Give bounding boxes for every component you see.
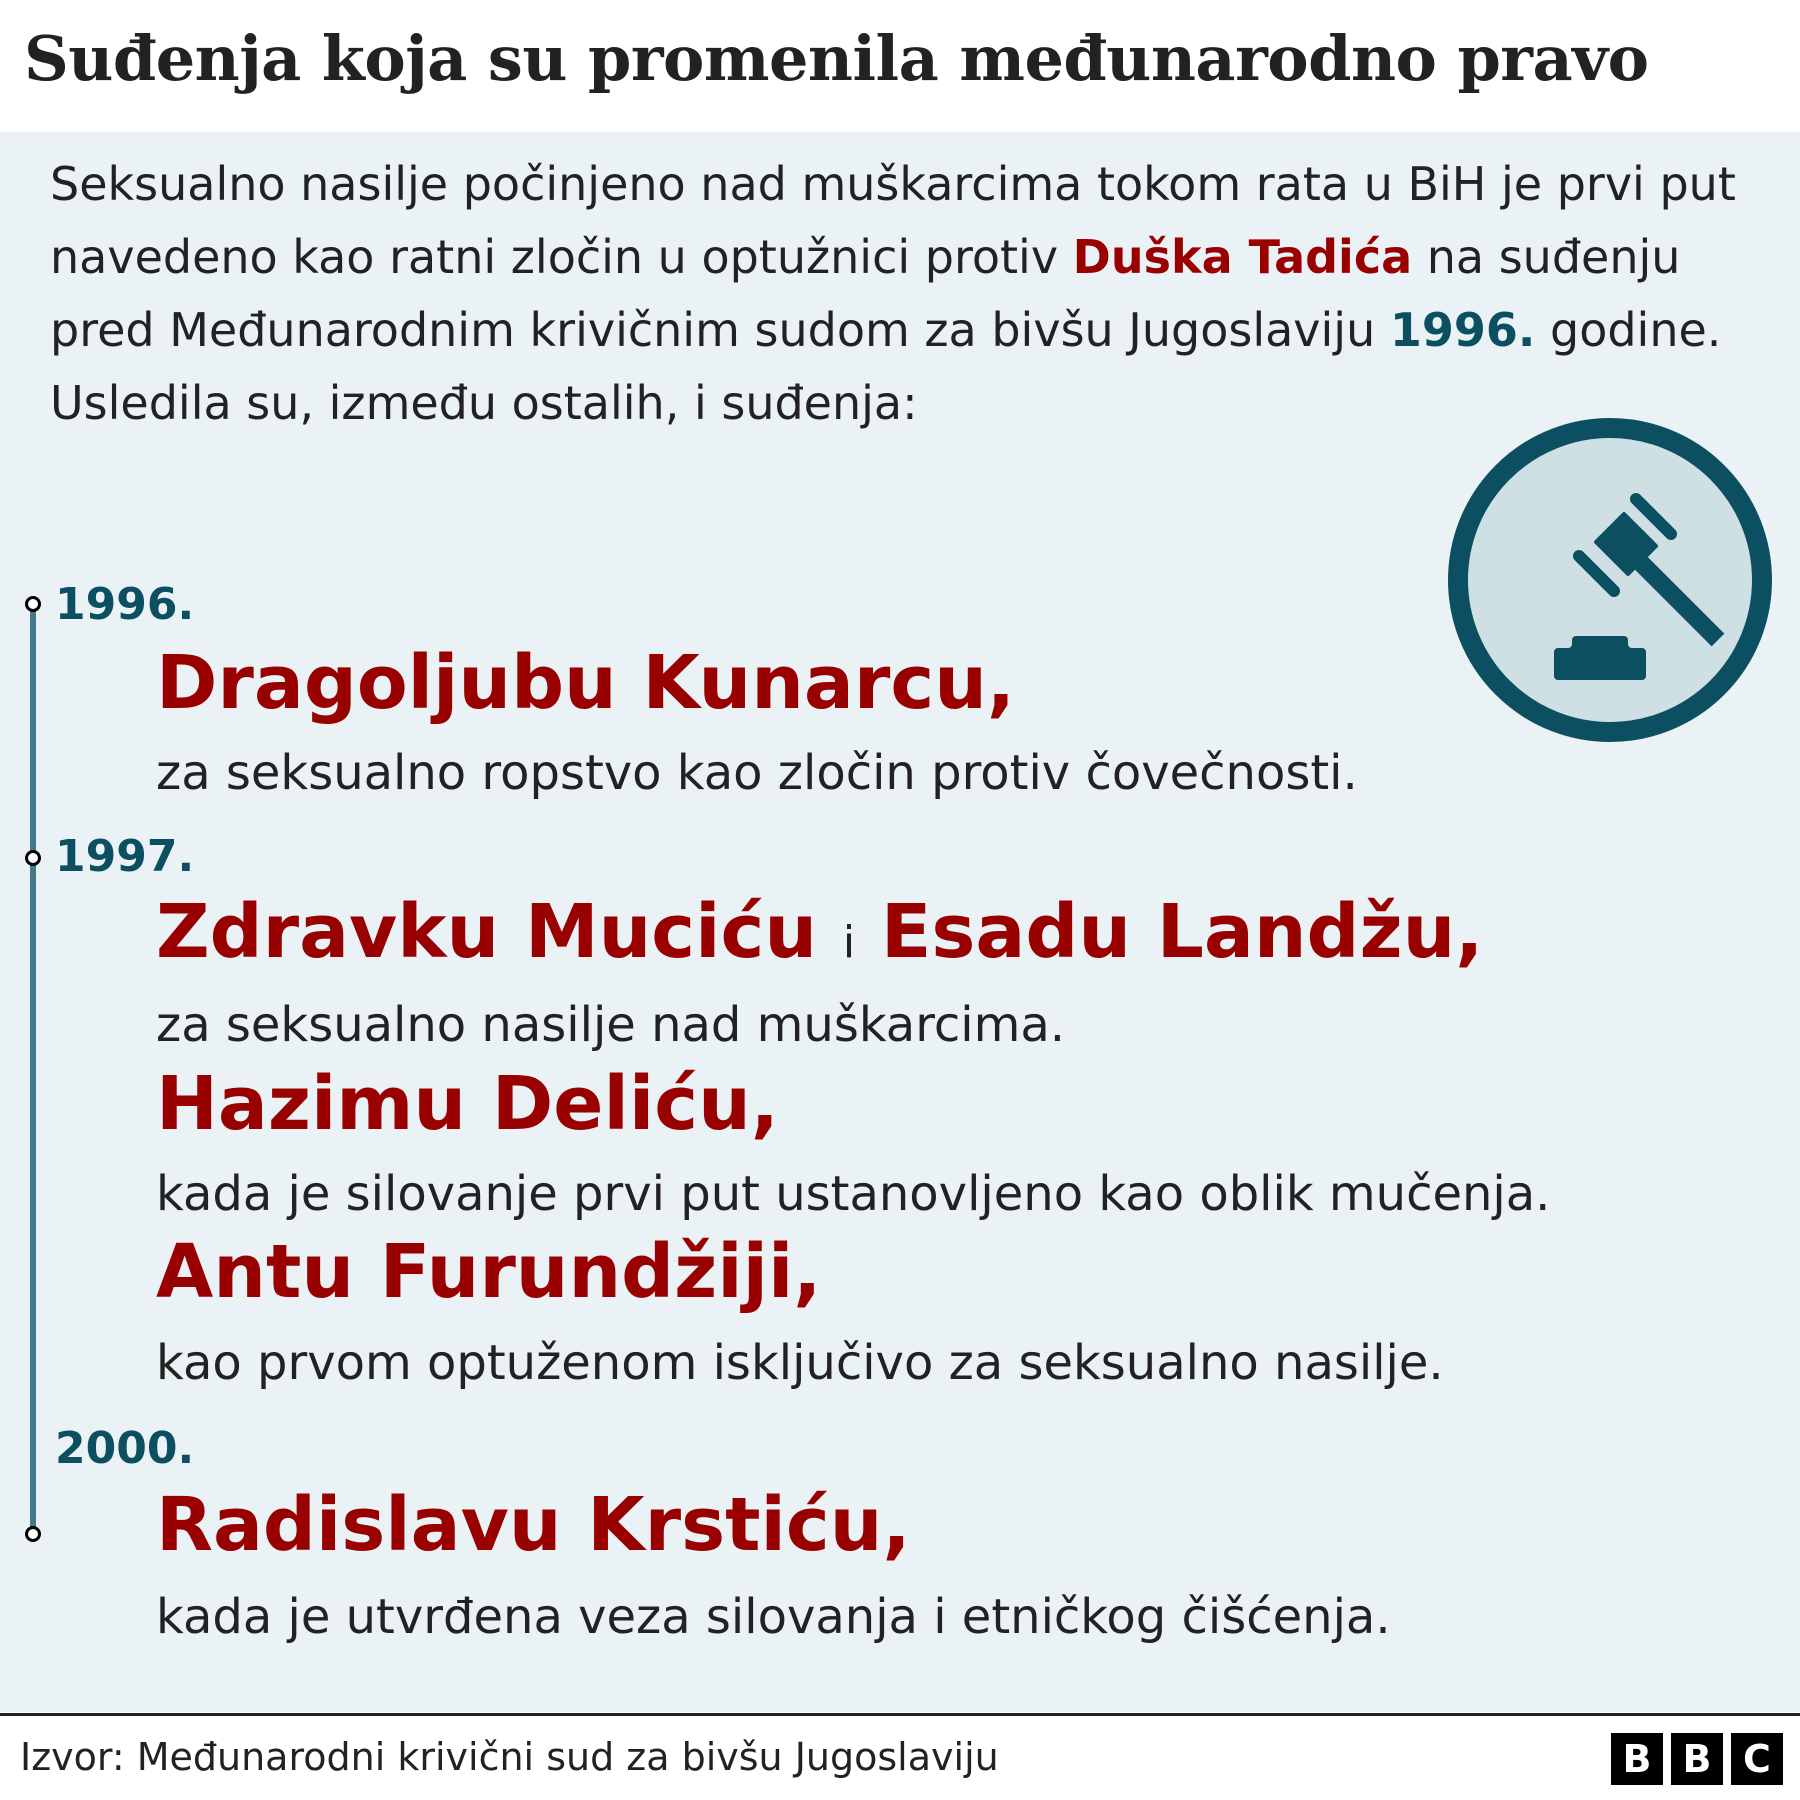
- defendant-name: Hazimu Deliću,: [156, 1061, 779, 1147]
- bbc-logo: [1611, 1733, 1783, 1785]
- footer-divider: [0, 1713, 1800, 1716]
- source-note: Izvor: Međunarodni krivični sud za bivšu Jugoslaviju: [20, 1735, 999, 1779]
- intro-text-part: godine.: [1535, 303, 1722, 357]
- defendant-name: Radislavu Krstiću,: [156, 1482, 911, 1568]
- timeline-line: [30, 603, 36, 1533]
- timeline-dot: [25, 596, 41, 612]
- case-description: za seksualno ropstvo kao zločin protiv čovečnosti.: [156, 745, 1358, 801]
- intro-lead-in: Usledila su, između ostalih, i suđenja:: [50, 376, 918, 430]
- highlight-year: 1996.: [1389, 303, 1536, 357]
- defendant-name: Esadu Landžu,: [880, 889, 1484, 975]
- page-title: Suđenja koja su promenila međunarodno pravo: [24, 22, 1649, 95]
- gavel-icon: [1446, 416, 1774, 744]
- defendant-name: Antu Furundžiji,: [156, 1229, 822, 1315]
- intro-text: [50, 148, 1750, 440]
- joiner: i: [842, 917, 856, 968]
- case-description: kada je silovanje prvi put ustanovljeno kao oblik mučenja.: [156, 1166, 1551, 1222]
- logo-letter: B: [1671, 1733, 1723, 1785]
- intro-text-part: Seksualno nasilje počinjeno nad muškarcima tokom rata u BiH je prvi put navedeno kao ratni zločin u optužnici protiv: [50, 157, 1736, 284]
- case-description: kao prvom optuženom isključivo za seksualno nasilje.: [156, 1335, 1444, 1391]
- defendant-name: Zdravku Muciću: [156, 889, 818, 975]
- timeline-dot: [25, 1526, 41, 1542]
- timeline-year: 1997.: [55, 831, 195, 882]
- logo-letter: B: [1611, 1733, 1663, 1785]
- timeline-year: 2000.: [55, 1423, 195, 1474]
- highlight-name: Duška Tadića: [1072, 230, 1413, 284]
- intro-text-part: na suđenju pred Međunarodnim krivičnim sudom za bivšu Jugoslaviju: [50, 230, 1681, 357]
- case-description: kada je utvrđena veza silovanja i etničkog čišćenja.: [156, 1589, 1391, 1645]
- timeline-year: 1996.: [55, 579, 195, 630]
- timeline-dot: [25, 850, 41, 866]
- case-description: za seksualno nasilje nad muškarcima.: [156, 997, 1066, 1053]
- defendant-names: [156, 887, 1483, 977]
- defendant-name: Dragoljubu Kunarcu,: [156, 640, 1015, 726]
- logo-letter: C: [1731, 1733, 1783, 1785]
